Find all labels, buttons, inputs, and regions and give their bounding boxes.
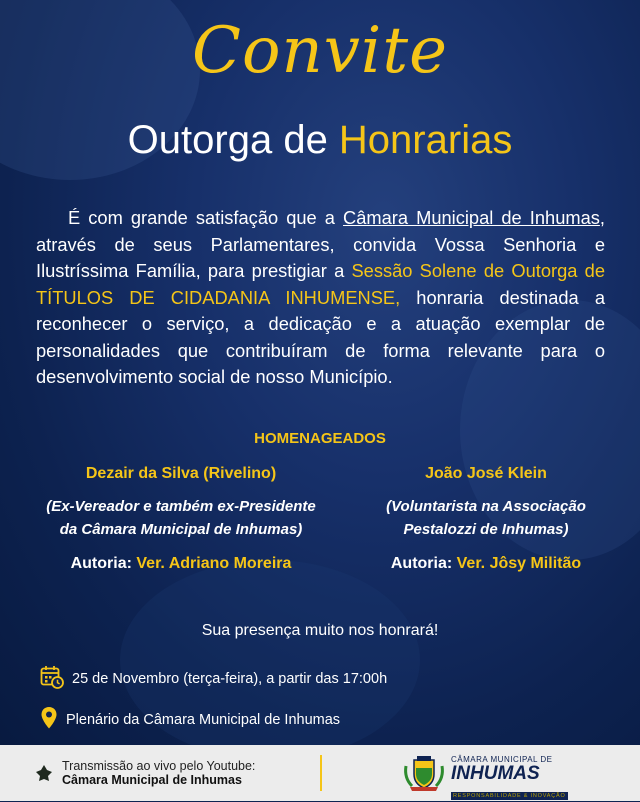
autoria-name: Ver. Jôsy Militão bbox=[456, 555, 582, 572]
script-title: Convite bbox=[192, 14, 448, 88]
footer-bar bbox=[0, 745, 640, 801]
honoree-autoria bbox=[40, 555, 322, 573]
logo-line1: CÂMARA MUNICIPAL DE bbox=[451, 755, 553, 764]
stream-info bbox=[62, 759, 255, 787]
session-highlight: Sessão Solene de Outorga de TÍTULOS DE CIDADANIA INHUMENSE, bbox=[36, 260, 605, 308]
stream-channel: Câmara Municipal de Inhumas bbox=[62, 773, 242, 787]
title-part-white: Outorga de bbox=[127, 118, 339, 162]
stream-label: Transmissão ao vivo pelo Youtube: bbox=[62, 759, 256, 773]
autoria-label: Autoria: bbox=[390, 555, 457, 572]
honoree-name: João José Klein bbox=[425, 465, 547, 482]
autoria-label: Autoria: bbox=[70, 555, 137, 572]
honoree-description: (Voluntarista na Associação Pestalozzi de Inhumas) bbox=[386, 498, 586, 538]
calendar-clock-icon bbox=[40, 665, 64, 693]
autoria-name: Ver. Adriano Moreira bbox=[136, 555, 292, 572]
honorees-heading: HOMENAGEADOS bbox=[254, 430, 386, 447]
paragraph-part: , através de seus Parlamentares, convida Vossa Senhoria e Ilustríssima Família, para prestigiar a bbox=[36, 207, 605, 281]
paragraph-part: honraria destinada a reconhecer o serviço, a dedicação e a atuação exemplar de personalidades que contribuíram de forma relevante para o desenvolvimento social de nosso Município. bbox=[36, 286, 605, 387]
invitation-paragraph bbox=[36, 205, 605, 391]
footer-divider bbox=[320, 755, 322, 791]
youtube-icon bbox=[34, 763, 54, 787]
municipal-crest-icon bbox=[402, 754, 446, 798]
paragraph-part: É com grande satisfação que a bbox=[68, 207, 344, 228]
title-part-gold: Honrarias bbox=[338, 118, 513, 162]
page-title bbox=[0, 118, 640, 163]
event-date-text: 25 de Novembro (terça-feira), a partir das 17:00h bbox=[72, 671, 388, 687]
chamber-logo bbox=[451, 755, 568, 802]
event-location-text: Plenário da Câmara Municipal de Inhumas bbox=[66, 712, 341, 728]
logo-line3: RESPONSABILIDADE & INOVAÇÃO bbox=[453, 793, 566, 799]
event-date-row bbox=[40, 665, 387, 693]
map-pin-icon bbox=[40, 706, 58, 734]
closing-line: Sua presença muito nos honrará! bbox=[201, 622, 439, 639]
event-location-row bbox=[40, 706, 340, 734]
logo-line2: INHUMAS bbox=[451, 763, 540, 784]
honoree-card bbox=[358, 465, 614, 573]
honoree-name: Dezair da Silva (Rivelino) bbox=[85, 465, 277, 482]
chamber-link-text: Câmara Municipal de Inhumas bbox=[343, 207, 600, 228]
honoree-description: (Ex-Vereador e também ex-Presidente da Câmara Municipal de Inhumas) bbox=[46, 498, 316, 538]
honoree-autoria bbox=[358, 555, 614, 573]
honoree-card bbox=[40, 465, 322, 573]
